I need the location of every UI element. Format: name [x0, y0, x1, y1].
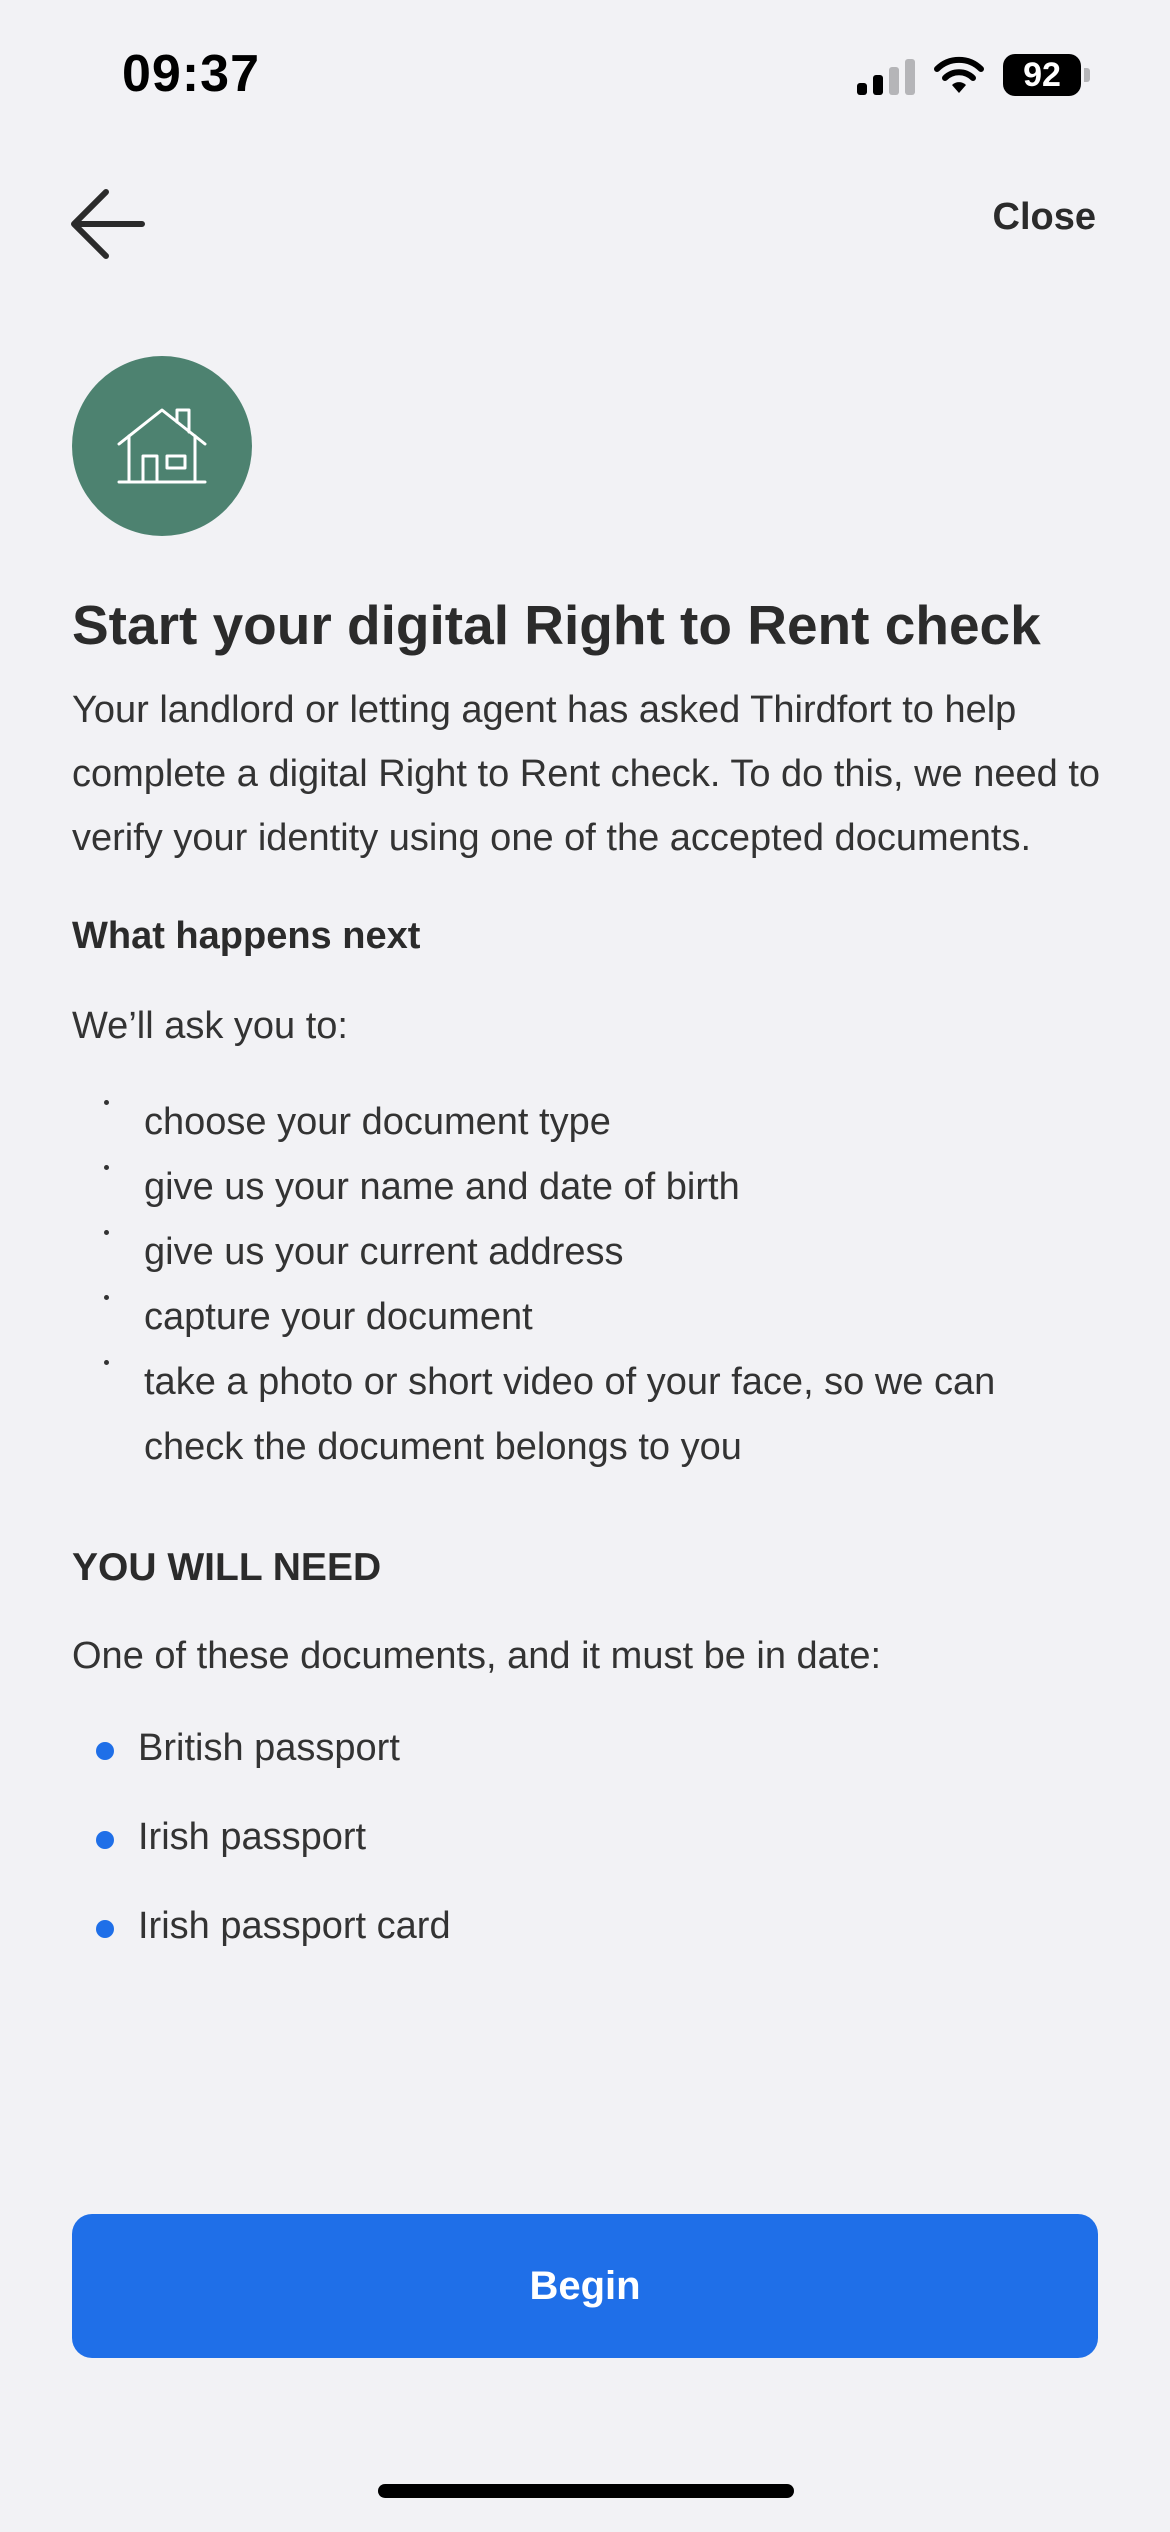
close-button[interactable]: Close — [992, 196, 1096, 238]
battery-level: 92 — [1003, 54, 1081, 96]
battery-icon — [1003, 54, 1090, 96]
house-icon — [115, 406, 209, 486]
steps-lead: We’ll ask you to: — [72, 1005, 348, 1047]
list-item — [72, 1220, 1102, 1285]
bullet-icon — [96, 1831, 114, 1849]
status-icons — [857, 54, 1090, 96]
steps-list — [72, 1090, 1102, 1480]
step-text: give us your current address — [144, 1231, 624, 1273]
main-content — [72, 590, 1102, 1971]
list-item — [72, 1704, 1102, 1793]
cellular-signal-icon — [857, 55, 915, 95]
list-item — [72, 1090, 1102, 1155]
page-title: Start your digital Right to Rent check — [72, 594, 1041, 656]
document-name: Irish passport — [138, 1816, 367, 1858]
bullet-icon — [96, 1742, 114, 1760]
wifi-icon — [933, 55, 985, 95]
step-text: capture your document — [144, 1296, 533, 1338]
begin-button[interactable]: Begin — [72, 2214, 1098, 2358]
list-item — [72, 1793, 1102, 1882]
list-item — [72, 1155, 1102, 1220]
bullet-icon — [96, 1920, 114, 1938]
document-name: British passport — [138, 1727, 400, 1769]
you-will-need-heading: YOU WILL NEED — [72, 1546, 382, 1589]
home-indicator[interactable] — [378, 2484, 794, 2498]
hero-icon-circle — [72, 356, 252, 536]
status-time: 09:37 — [122, 45, 260, 103]
arrow-left-icon — [68, 184, 148, 264]
documents-lead: One of these documents, and it must be in date: — [72, 1635, 882, 1677]
back-button[interactable] — [68, 184, 148, 264]
list-item — [72, 1350, 1102, 1480]
list-item — [72, 1882, 1102, 1971]
documents-list — [72, 1704, 1102, 1971]
step-text: give us your name and date of birth — [144, 1166, 740, 1208]
what-happens-next-heading: What happens next — [72, 915, 421, 957]
intro-text: Your landlord or letting agent has asked Thirdfort to help complete a digital Right to Rent check. To do this, we need to verify your identity using one of the accepted documents. — [72, 689, 1101, 859]
list-item — [72, 1285, 1102, 1350]
document-name: Irish passport card — [138, 1905, 451, 1947]
step-text: take a photo or short video of your face, so we can check the document belongs to you — [144, 1361, 996, 1468]
step-text: choose your document type — [144, 1101, 611, 1143]
